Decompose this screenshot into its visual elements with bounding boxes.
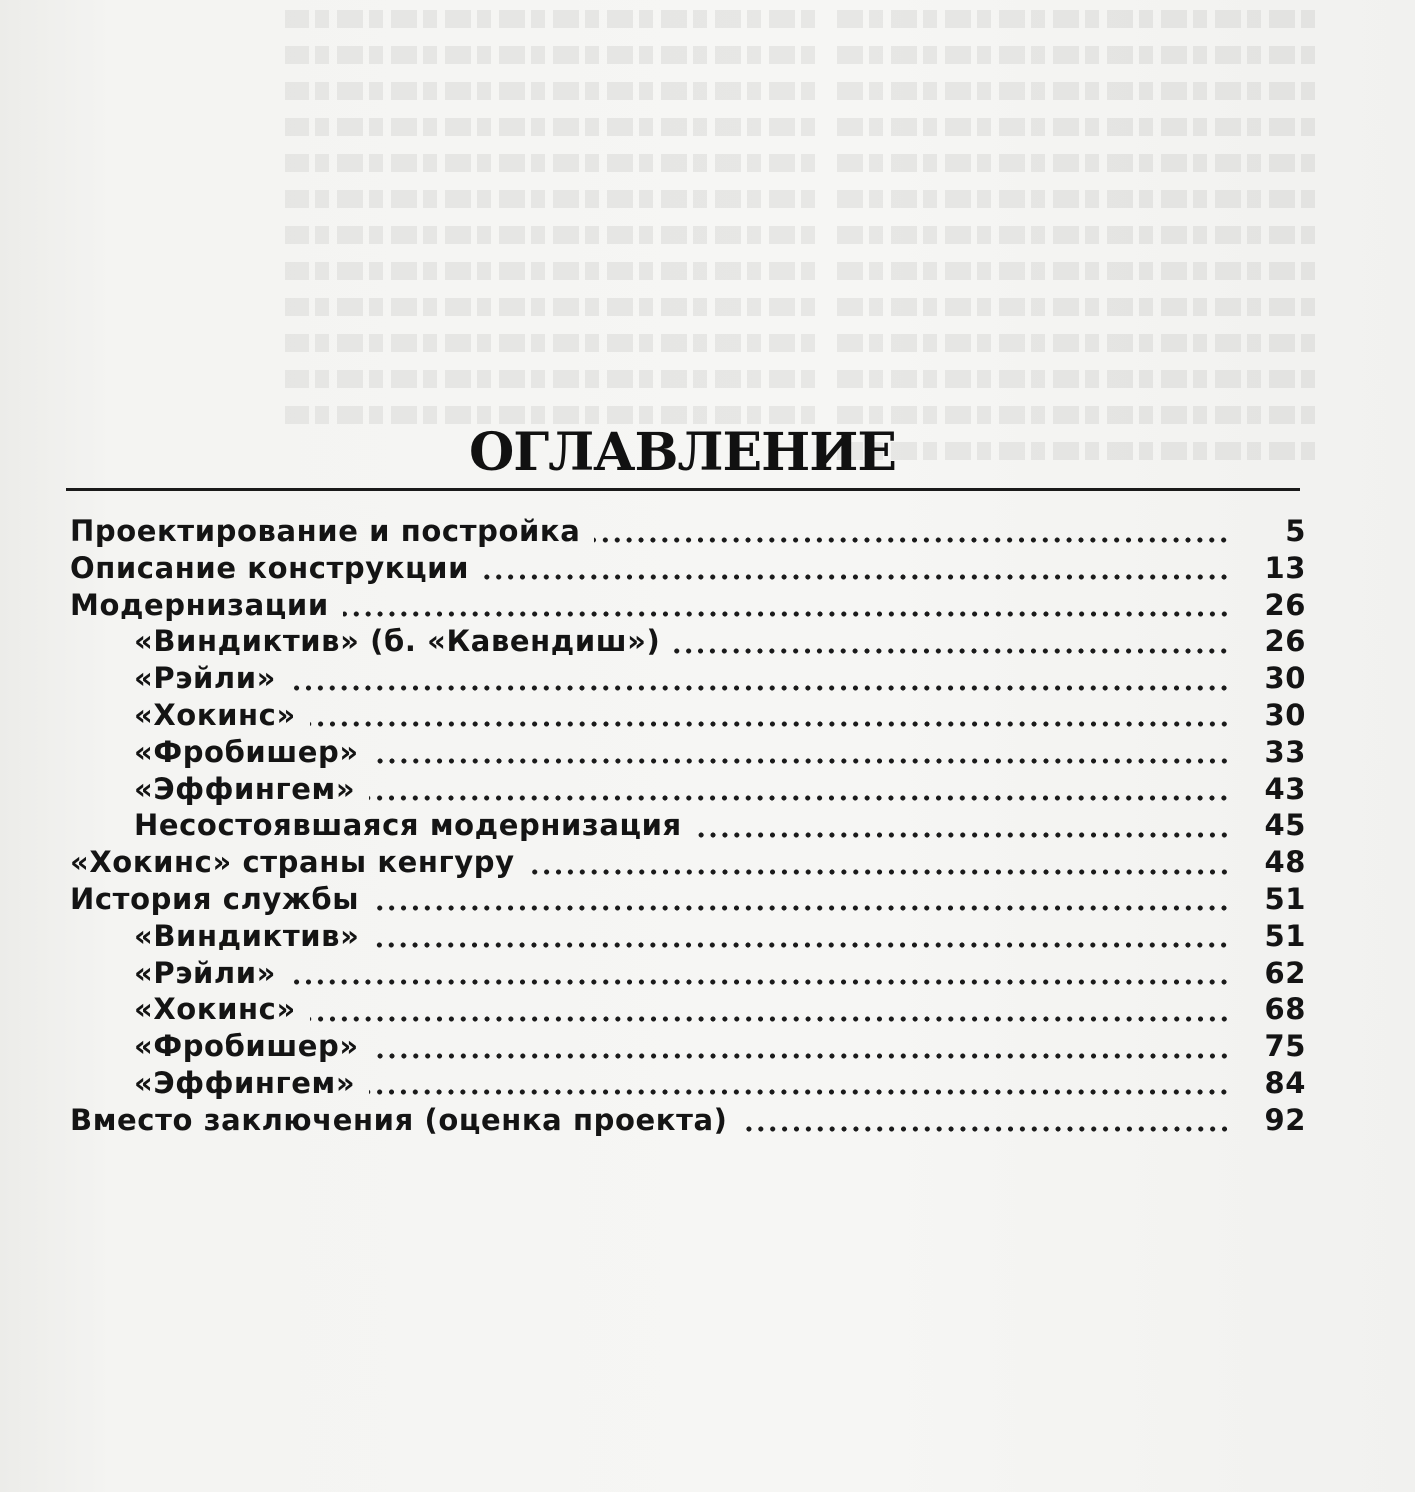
toc-entry[interactable] — [70, 1066, 1306, 1103]
toc-entry-title: «Виндиктив» — [134, 918, 360, 953]
title-underline — [66, 488, 1300, 491]
toc-page-number: 30 — [1264, 697, 1306, 732]
toc-entry-title: «Эффингем» — [134, 1065, 356, 1100]
toc-page-number: 68 — [1264, 992, 1306, 1027]
toc-entry-title: «Хокинс» — [134, 992, 296, 1027]
toc-dot-leader — [529, 869, 1230, 875]
toc-entry[interactable] — [70, 956, 1306, 993]
toc-entry[interactable] — [70, 661, 1306, 698]
toc-dot-leader — [373, 942, 1230, 948]
toc-entry[interactable] — [70, 845, 1306, 882]
toc-entry-title: «Рэйли» — [134, 955, 276, 990]
toc-entry-title: Модернизации — [70, 587, 329, 622]
toc-entry-title: История службы — [70, 881, 360, 916]
toc-entry-title: «Фробишер» — [134, 1029, 359, 1064]
toc-dot-leader — [369, 1089, 1230, 1095]
toc-entry[interactable] — [70, 588, 1306, 625]
toc-page-number: 48 — [1264, 845, 1306, 880]
toc-dot-leader — [483, 574, 1230, 580]
toc-entry-title: Описание конструкции — [70, 550, 470, 585]
toc-page-number: 26 — [1264, 587, 1306, 622]
toc-dot-leader — [369, 795, 1230, 801]
toc-page-number: 75 — [1264, 1029, 1306, 1064]
toc-page-number: 45 — [1264, 808, 1306, 843]
toc-entry-title: «Виндиктив» (б. «Кавендиш») — [134, 624, 661, 659]
toc-page-number: 51 — [1264, 881, 1306, 916]
toc-page-number: 43 — [1264, 771, 1306, 806]
toc-dot-leader — [373, 905, 1230, 911]
bleed-through-text-right — [835, 0, 1315, 470]
toc-dot-leader — [742, 1126, 1230, 1132]
toc-entry-title: «Хокинс» страны кенгуру — [70, 845, 515, 880]
toc-page-number: 84 — [1264, 1065, 1306, 1100]
toc-entry[interactable] — [70, 882, 1306, 919]
toc-entry-title: «Рэйли» — [134, 661, 276, 696]
toc-entry[interactable] — [70, 772, 1306, 809]
toc-dot-leader — [343, 611, 1230, 617]
toc-entry[interactable] — [70, 919, 1306, 956]
toc-page-number: 13 — [1264, 550, 1306, 585]
toc-entry-title: «Хокинс» — [134, 697, 296, 732]
toc-dot-leader — [696, 832, 1230, 838]
toc-page-number: 26 — [1264, 624, 1306, 659]
toc-page-number: 5 — [1285, 514, 1306, 548]
toc-dot-leader — [674, 648, 1230, 654]
table-of-contents — [70, 514, 1306, 1140]
toc-entry[interactable] — [70, 551, 1306, 588]
toc-dot-leader — [290, 685, 1230, 691]
toc-entry-title: «Фробишер» — [134, 734, 359, 769]
toc-page-number: 51 — [1264, 918, 1306, 953]
toc-page-number: 33 — [1264, 734, 1306, 769]
toc-entry[interactable] — [70, 1029, 1306, 1066]
toc-dot-leader — [310, 721, 1230, 727]
toc-entry-title: Проектирование и постройка — [70, 514, 581, 548]
toc-entry[interactable] — [70, 735, 1306, 772]
toc-dot-leader — [594, 537, 1230, 543]
toc-page-number: 62 — [1264, 955, 1306, 990]
toc-page-number: 30 — [1264, 661, 1306, 696]
toc-entry[interactable] — [70, 514, 1306, 551]
toc-entry-title: Несостоявшаяся модернизация — [134, 808, 682, 843]
toc-page-number: 92 — [1264, 1102, 1306, 1137]
toc-dot-leader — [373, 1053, 1230, 1059]
toc-entry[interactable] — [70, 698, 1306, 735]
bleed-through-text-left — [285, 0, 815, 470]
toc-entry[interactable] — [70, 808, 1306, 845]
page-title: ОГЛАВЛЕНИЕ — [469, 422, 896, 483]
toc-entry[interactable] — [70, 1103, 1306, 1140]
toc-dot-leader — [373, 758, 1230, 764]
toc-entry[interactable] — [70, 624, 1306, 661]
toc-entry-title: «Эффингем» — [134, 771, 356, 806]
toc-dot-leader — [310, 1016, 1230, 1022]
toc-entry[interactable] — [70, 992, 1306, 1029]
toc-dot-leader — [290, 979, 1230, 985]
toc-entry-title: Вместо заключения (оценка проекта) — [70, 1102, 728, 1137]
